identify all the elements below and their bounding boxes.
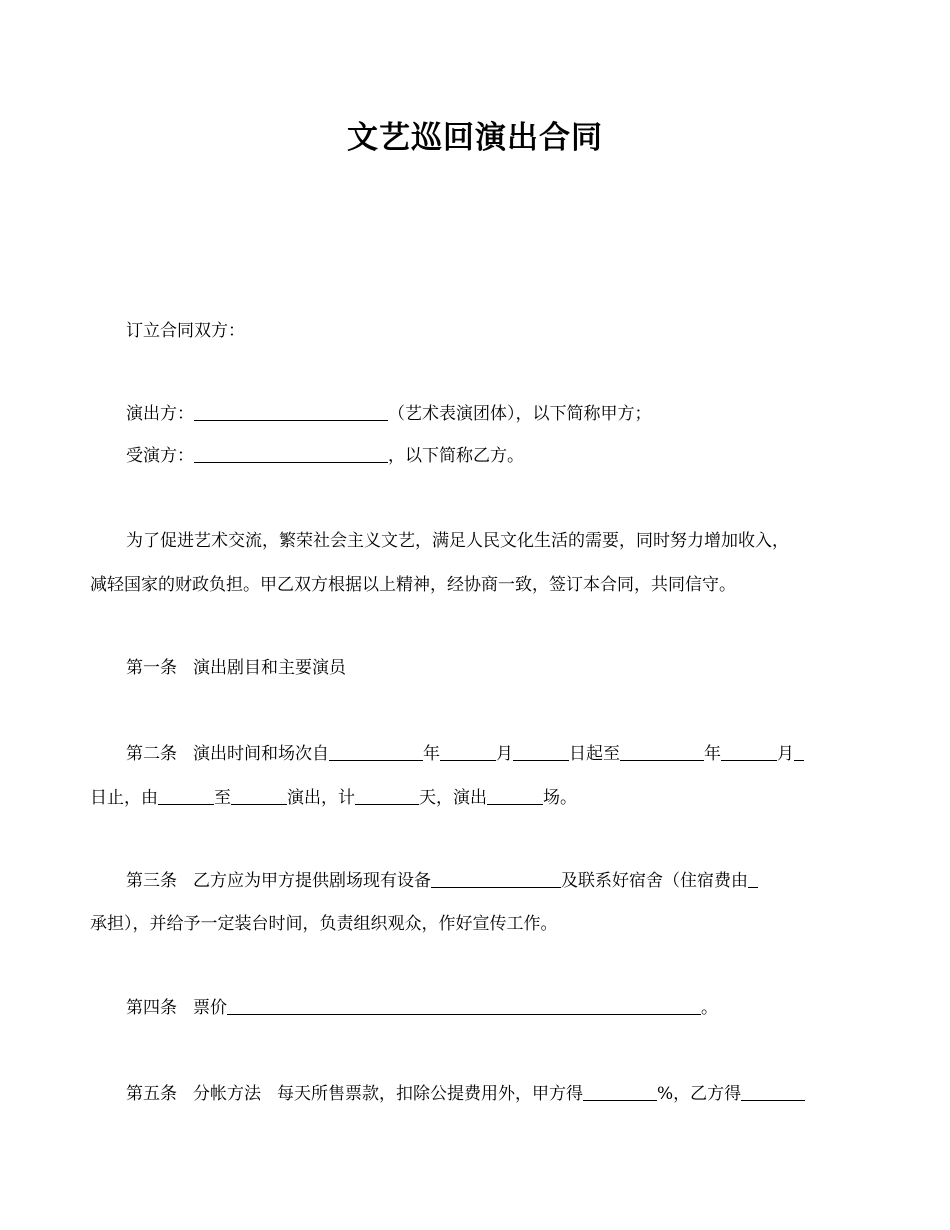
host-line — [126, 445, 524, 467]
article-4-number: 第四条 — [126, 998, 177, 1018]
preamble-line-1 — [126, 530, 789, 552]
days-label: 天，演出 — [419, 788, 487, 808]
article-3-text-b: 及联系好宿舍（住宿费由 — [561, 871, 748, 891]
start-year-label: 年 — [423, 744, 440, 764]
article-5-pct: %，乙方得 — [657, 1084, 742, 1104]
article-4 — [126, 997, 718, 1019]
article-2-line-2 — [90, 787, 577, 809]
preamble-line-2 — [90, 574, 736, 596]
article-2-line-1 — [126, 743, 804, 765]
performer-label: 演出方： — [126, 404, 194, 424]
article-1-number: 第一条 — [126, 658, 177, 678]
document-title: 文艺巡回演出合同 — [347, 120, 603, 156]
article-4-text: 票价 — [193, 998, 227, 1018]
article-3-text-a: 乙方应为甲方提供剧场现有设备 — [193, 871, 431, 891]
from-place-blank[interactable] — [158, 788, 214, 805]
article-3-line-2 — [90, 913, 558, 935]
start-year-blank[interactable] — [329, 744, 423, 761]
start-day-blank[interactable] — [513, 744, 569, 761]
article-5-text: 每天所售票款，扣除公提费用外，甲方得 — [277, 1084, 583, 1104]
end-month-blank[interactable] — [721, 744, 777, 761]
article-2-text: 演出时间和场次自 — [193, 744, 329, 764]
shows-blank[interactable] — [487, 788, 543, 805]
to-label: 至 — [214, 788, 231, 808]
preamble-text-1: 为了促进艺术交流，繁荣社会主义文艺，满足人民文化生活的需要，同时努力增加收入， — [126, 531, 789, 551]
start-month-label: 月 — [496, 744, 513, 764]
article-4-end: 。 — [701, 998, 718, 1018]
host-blank[interactable] — [194, 446, 388, 463]
article-5-method: 分帐方法 — [193, 1084, 261, 1104]
host-label: 受演方： — [126, 446, 194, 466]
article-3-number: 第三条 — [126, 871, 177, 891]
ticket-price-blank[interactable] — [227, 998, 701, 1015]
start-day-label: 日起至 — [569, 744, 620, 764]
performer-suffix: （艺术表演团体），以下简称甲方； — [388, 404, 652, 424]
article-3-line-1 — [126, 870, 758, 892]
parties-intro — [126, 320, 245, 342]
host-suffix: ，以下简称乙方。 — [388, 446, 524, 466]
party-b-share-blank[interactable] — [741, 1084, 805, 1101]
start-month-blank[interactable] — [440, 744, 496, 761]
end-month-label: 月 — [777, 744, 794, 764]
article-1-text: 演出剧目和主要演员 — [193, 658, 346, 678]
shows-label: 场。 — [543, 788, 577, 808]
end-day-blank[interactable] — [794, 744, 804, 761]
end-day-label: 日止，由 — [90, 788, 158, 808]
party-a-share-blank[interactable] — [583, 1084, 657, 1101]
parties-intro-text: 订立合同双方： — [126, 321, 245, 341]
performer-line — [126, 403, 652, 425]
article-2-number: 第二条 — [126, 744, 177, 764]
perform-count-label: 演出，计 — [287, 788, 355, 808]
to-place-blank[interactable] — [231, 788, 287, 805]
preamble-text-2: 减轻国家的财政负担。甲乙双方根据以上精神，经协商一致，签订本合同，共同信守。 — [90, 575, 736, 595]
end-year-label: 年 — [704, 744, 721, 764]
article-5 — [126, 1083, 805, 1105]
end-year-blank[interactable] — [620, 744, 704, 761]
article-3-line-2-text: 承担），并给予一定装台时间，负责组织观众，作好宣传工作。 — [90, 914, 558, 934]
article-1 — [126, 657, 346, 679]
performer-blank[interactable] — [194, 404, 388, 421]
lodging-payer-blank[interactable] — [748, 871, 758, 888]
article-5-number: 第五条 — [126, 1084, 177, 1104]
days-blank[interactable] — [355, 788, 419, 805]
equipment-blank[interactable] — [431, 871, 561, 888]
